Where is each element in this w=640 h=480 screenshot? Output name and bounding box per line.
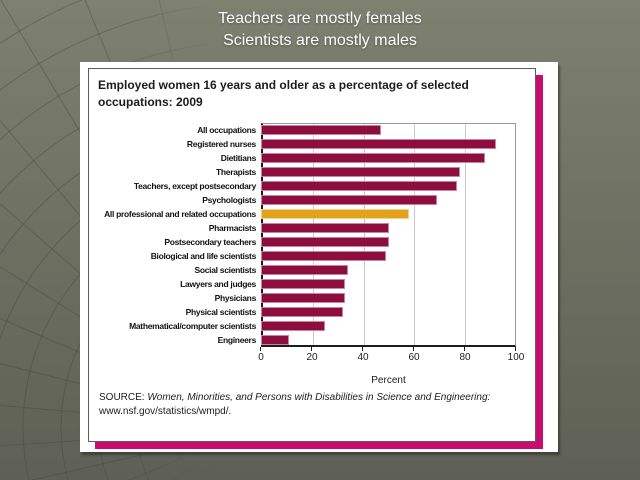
- bar-track: [261, 319, 516, 333]
- bar: [261, 223, 389, 233]
- tick-mark: [464, 347, 465, 351]
- category-label: Engineers: [217, 335, 256, 345]
- category-label: Social scientists: [194, 265, 256, 275]
- bar: [261, 293, 345, 303]
- category-label: Therapists: [216, 167, 256, 177]
- bar: [261, 153, 485, 163]
- bar: [261, 335, 289, 345]
- source-prefix: SOURCE:: [99, 392, 145, 403]
- tick-mark: [413, 347, 414, 351]
- bar: [261, 321, 325, 331]
- chart-row: [89, 291, 535, 305]
- tick-label: 100: [507, 352, 525, 363]
- chart-row: [89, 137, 535, 151]
- bar-track: [261, 291, 516, 305]
- bar-track: [261, 137, 516, 151]
- bar: [261, 181, 457, 191]
- slide-title-line1: Teachers are mostly females: [218, 10, 422, 27]
- slide-title: [0, 8, 640, 51]
- bar-track: [261, 221, 516, 235]
- category-label: Lawyers and judges: [180, 279, 256, 289]
- chart-row: [89, 249, 535, 263]
- bar-track: [261, 151, 516, 165]
- bar-track: [261, 123, 516, 137]
- bar-track: [261, 193, 516, 207]
- chart-row: [89, 263, 535, 277]
- bar: [261, 125, 381, 135]
- chart-figure: [88, 68, 536, 442]
- tick-mark: [311, 347, 312, 351]
- chart-row: [89, 193, 535, 207]
- bar-track: [261, 235, 516, 249]
- bar-track: [261, 207, 516, 221]
- tick-label: 0: [258, 352, 264, 363]
- chart-row: [89, 277, 535, 291]
- bar-track: [261, 179, 516, 193]
- bar-track: [261, 263, 516, 277]
- bar: [261, 251, 386, 261]
- bar: [261, 265, 348, 275]
- category-label: Pharmacists: [208, 223, 256, 233]
- bar-track: [261, 165, 516, 179]
- tick-label: 20: [306, 352, 318, 363]
- chart-row: [89, 179, 535, 193]
- bar: [261, 237, 389, 247]
- category-label: Biological and life scientists: [150, 251, 256, 261]
- category-label: Teachers, except postsecondary: [133, 181, 256, 191]
- bar: [261, 195, 437, 205]
- slide-title-line2: Scientists are mostly males: [223, 31, 417, 49]
- tick-mark: [515, 347, 516, 351]
- tick-mark: [362, 347, 363, 351]
- tick-mark: [260, 347, 261, 351]
- category-label: Postsecondary teachers: [164, 237, 256, 247]
- category-label: Registered nurses: [186, 139, 256, 149]
- category-label: All occupations: [197, 125, 256, 135]
- chart-row: [89, 333, 535, 347]
- chart-row: [89, 305, 535, 319]
- bar: [261, 307, 343, 317]
- chart-row: [89, 207, 535, 221]
- chart-panel: [80, 62, 558, 452]
- source-url: www.nsf.gov/statistics/wmpd/.: [99, 406, 232, 417]
- bar-track: [261, 333, 516, 347]
- source-citation: Women, Minorities, and Persons with Disabilities in Science and Engineering:: [147, 392, 491, 403]
- category-label: Physical scientists: [185, 307, 256, 317]
- chart-row: [89, 151, 535, 165]
- bar-track: [261, 277, 516, 291]
- source-line1: [99, 391, 527, 405]
- bar-rows: [89, 123, 535, 347]
- category-label: Psychologists: [202, 195, 256, 205]
- chart-row: [89, 165, 535, 179]
- chart-title: Employed women 16 years and older as a percentage of selected occupations: 2009: [98, 78, 469, 110]
- x-axis: [258, 347, 525, 377]
- chart-row: [89, 235, 535, 249]
- category-label: All professional and related occupations: [104, 209, 256, 219]
- category-label: Mathematical/computer scientists: [129, 321, 256, 331]
- chart-row: [89, 319, 535, 333]
- bar-track: [261, 249, 516, 263]
- source-note: [99, 391, 527, 419]
- x-axis-label: Percent: [371, 375, 406, 386]
- tick-label: 40: [357, 352, 369, 363]
- tick-label: 60: [408, 352, 420, 363]
- bar: [261, 167, 460, 177]
- category-label: Physicians: [214, 293, 256, 303]
- bar: [261, 279, 345, 289]
- chart-row: [89, 123, 535, 137]
- bar-highlight: [261, 209, 409, 219]
- tick-label: 80: [459, 352, 471, 363]
- bar-track: [261, 305, 516, 319]
- chart-row: [89, 221, 535, 235]
- category-label: Dietitians: [220, 153, 256, 163]
- bar: [261, 139, 496, 149]
